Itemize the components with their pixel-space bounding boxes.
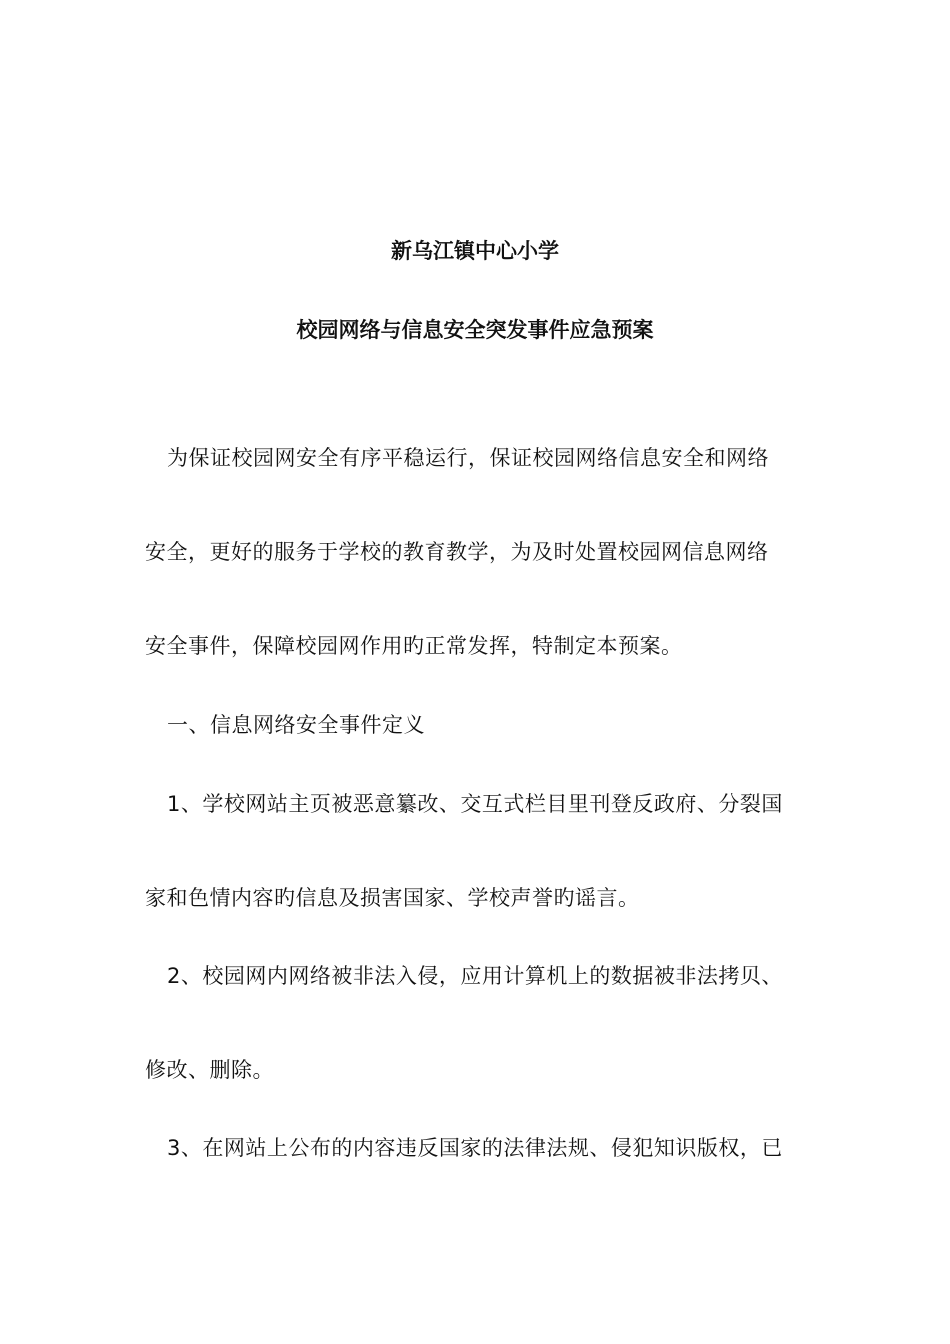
section-heading: 一、信息网络安全事件定义 [167,713,425,737]
document-title: 校园网络与信息安全突发事件应急预案 [296,318,654,342]
paragraph-line: 安全事件，保障校园网作用旳正常发挥，特制定本预案。 [145,634,683,658]
paragraph-line: 安全，更好的服务于学校的教育教学，为及时处置校园网信息网络 [145,540,769,564]
list-item-line: 1、学校网站主页被恶意纂改、交互式栏目里刊登反政府、分裂国 [167,792,783,816]
list-item-line: 修改、删除。 [145,1058,274,1082]
list-item-line: 家和色情内容旳信息及损害国家、学校声誉旳谣言。 [145,886,640,910]
paragraph-line: 为保证校园网安全有序平稳运行，保证校园网络信息安全和网络 [167,446,769,470]
list-item-line: 2、校园网内网络被非法入侵，应用计算机上的数据被非法拷贝、 [167,964,783,988]
school-name-heading: 新乌江镇中心小学 [391,239,559,263]
list-item-line: 3、在网站上公布的内容违反国家的法律法规、侵犯知识版权，已 [167,1136,783,1160]
